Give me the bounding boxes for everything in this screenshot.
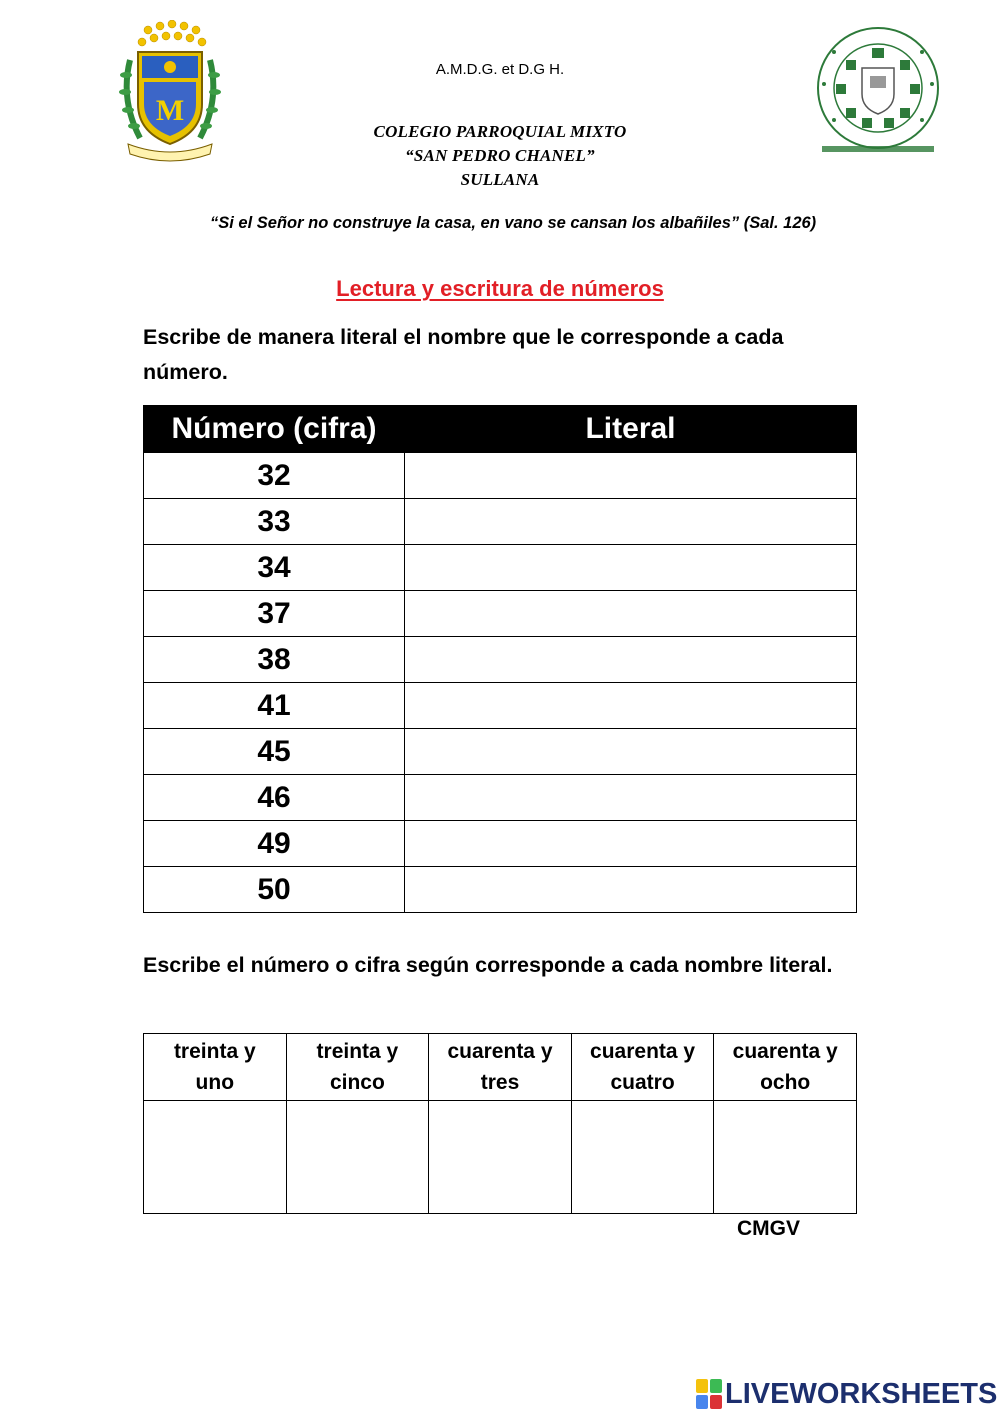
table-row xyxy=(144,637,857,683)
literal-answer-cell[interactable] xyxy=(405,867,857,913)
table-row xyxy=(144,499,857,545)
school-name-line1: COLEGIO PARROQUIAL MIXTO xyxy=(373,122,627,141)
literal-answer-cell[interactable] xyxy=(405,775,857,821)
number-cell: 32 xyxy=(144,453,405,499)
number-cell: 45 xyxy=(144,729,405,775)
school-crest-icon xyxy=(116,20,224,166)
table-row xyxy=(144,683,857,729)
table-row xyxy=(144,545,857,591)
number-cell: 41 xyxy=(144,683,405,729)
literal-answer-cell[interactable] xyxy=(405,499,857,545)
watermark-text: LIVEWORKSHEETS xyxy=(725,1377,998,1410)
number-cell: 50 xyxy=(144,867,405,913)
instruction-1: Escribe de manera literal el nombre que le corresponde a cada número. xyxy=(143,325,784,384)
literal-header: cuarenta y ocho xyxy=(714,1034,857,1101)
table-row xyxy=(144,775,857,821)
number-cell: 33 xyxy=(144,499,405,545)
table-row xyxy=(144,453,857,499)
header-literal: Literal xyxy=(405,406,857,453)
number-cell: 46 xyxy=(144,775,405,821)
number-answer-cell[interactable] xyxy=(286,1101,429,1214)
page-title: Lectura y escritura de números xyxy=(336,276,664,301)
literal-header: treinta y uno xyxy=(144,1034,287,1101)
liveworksheets-logo-icon xyxy=(696,1379,722,1409)
number-cell: 49 xyxy=(144,821,405,867)
literal-answer-cell[interactable] xyxy=(405,453,857,499)
literal-header: treinta y cinco xyxy=(286,1034,429,1101)
consortium-seal-icon xyxy=(812,24,944,160)
table-row xyxy=(144,867,857,913)
literal-answer-cell[interactable] xyxy=(405,821,857,867)
literal-header: cuarenta y tres xyxy=(429,1034,572,1101)
school-name-line2: “SAN PEDRO CHANEL” xyxy=(405,146,595,165)
svg-text:M: M xyxy=(155,94,185,127)
school-city: SULLANA xyxy=(460,170,540,189)
header-number: Número (cifra) xyxy=(144,406,405,453)
number-answer-cell[interactable] xyxy=(714,1101,857,1214)
numbers-to-words-table xyxy=(143,405,857,913)
literal-header: cuarenta y cuatro xyxy=(571,1034,714,1101)
motto-text: A.M.D.G. et D.G H. xyxy=(435,61,565,78)
bible-quote: “Si el Señor no construye la casa, en vano se cansan los albañiles” (Sal. 126) xyxy=(210,214,817,232)
number-cell: 37 xyxy=(144,591,405,637)
literal-answer-cell[interactable] xyxy=(405,683,857,729)
number-answer-cell[interactable] xyxy=(429,1101,572,1214)
instruction-2: Escribe el número o cifra según corresponde a cada nombre literal. xyxy=(143,953,833,977)
number-answer-cell[interactable] xyxy=(571,1101,714,1214)
table-row xyxy=(144,729,857,775)
literal-answer-cell[interactable] xyxy=(405,591,857,637)
table-row xyxy=(144,1101,857,1214)
number-cell: 34 xyxy=(144,545,405,591)
number-answer-cell[interactable] xyxy=(144,1101,287,1214)
literal-answer-cell[interactable] xyxy=(405,729,857,775)
number-cell: 38 xyxy=(144,637,405,683)
table-row xyxy=(144,591,857,637)
literal-answer-cell[interactable] xyxy=(405,545,857,591)
literal-answer-cell[interactable] xyxy=(405,637,857,683)
table-row xyxy=(144,821,857,867)
liveworksheets-watermark xyxy=(696,1377,997,1411)
words-to-numbers-table xyxy=(143,1033,857,1214)
author-initials: CMGV xyxy=(737,1217,800,1240)
